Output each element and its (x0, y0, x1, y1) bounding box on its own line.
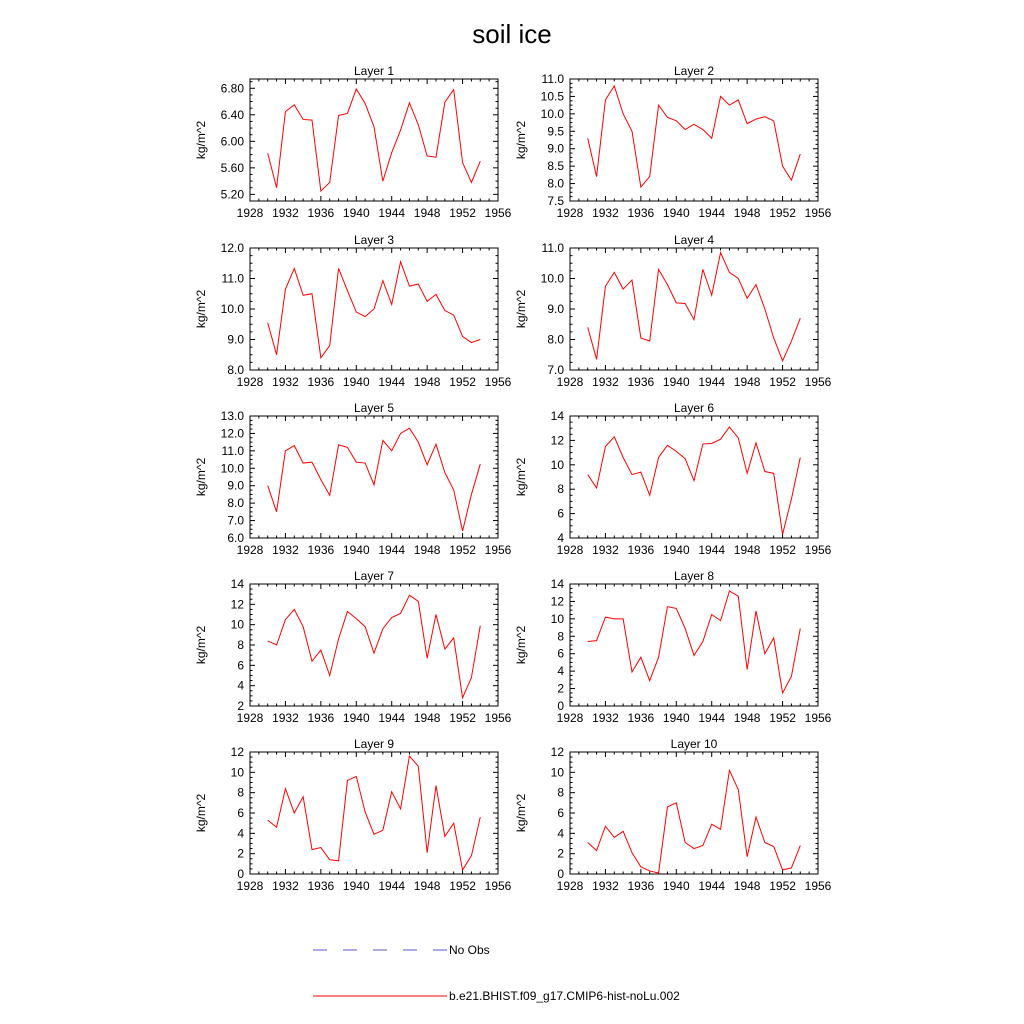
panel-layer-3 (194, 233, 512, 389)
x-tick-label: 1936 (307, 375, 335, 389)
series-line (588, 591, 801, 693)
x-tick-label: 1936 (627, 879, 655, 893)
x-tick-label: 1956 (804, 543, 832, 557)
y-tick-label: 10.0 (220, 461, 244, 476)
y-tick-label: 4 (557, 531, 564, 545)
y-axis-label: kg/m^2 (194, 289, 208, 329)
y-tick-label: 14 (550, 409, 564, 423)
x-tick-label: 1948 (733, 543, 761, 557)
y-tick-label: 9.0 (547, 141, 564, 156)
x-tick-label: 1940 (342, 543, 370, 557)
x-tick-label: 1932 (272, 206, 299, 220)
x-tick-label: 1932 (592, 543, 619, 557)
x-tick-label: 1956 (804, 879, 832, 893)
x-tick-label: 1944 (698, 375, 726, 389)
x-tick-label: 1932 (272, 543, 299, 557)
y-tick-label: 12 (550, 745, 564, 759)
y-tick-label: 12.0 (220, 426, 244, 441)
y-tick-label: 6 (557, 646, 564, 661)
plot-frame (570, 752, 818, 874)
x-tick-label: 1944 (378, 711, 406, 725)
series-line (268, 89, 481, 191)
y-tick-label: 2 (557, 846, 564, 861)
panel-title: Layer 5 (353, 401, 395, 415)
y-tick-label: 4 (237, 826, 244, 841)
x-tick-label: 1952 (769, 375, 796, 389)
legend (313, 943, 680, 1003)
y-tick-label: 8 (557, 629, 564, 644)
y-tick-label: 10.0 (220, 302, 244, 316)
y-tick-label: 9.0 (227, 478, 244, 493)
panel-layer-10 (514, 737, 832, 893)
x-tick-label: 1940 (342, 711, 370, 725)
y-tick-label: 8.0 (547, 332, 564, 347)
y-axis-label: kg/m^2 (514, 120, 528, 160)
x-tick-label: 1936 (627, 206, 655, 220)
x-tick-label: 1940 (662, 375, 690, 389)
y-tick-label: 6 (557, 506, 564, 521)
y-tick-label: 4 (237, 678, 244, 693)
y-tick-label: 12 (550, 433, 564, 448)
x-tick-label: 1940 (342, 375, 370, 389)
plot-frame (570, 248, 818, 370)
plot-frame (250, 416, 498, 538)
panel-layer-4 (514, 233, 832, 389)
panel-title: Layer 1 (353, 64, 395, 78)
x-tick-label: 1952 (449, 711, 476, 725)
y-tick-label: 10 (550, 611, 564, 626)
x-tick-label: 1928 (556, 543, 584, 557)
y-tick-label: 6.0 (227, 531, 244, 545)
y-tick-label: 10.0 (540, 271, 564, 286)
y-tick-label: 5.20 (220, 187, 244, 202)
y-tick-label: 7.5 (547, 194, 564, 208)
series-line (588, 86, 801, 187)
panel-layer-2 (514, 64, 832, 220)
x-tick-label: 1940 (342, 206, 370, 220)
y-tick-label: 14 (230, 577, 244, 591)
x-tick-label: 1944 (698, 711, 726, 725)
x-tick-label: 1956 (484, 206, 512, 220)
y-tick-label: 5.60 (220, 160, 244, 175)
y-tick-label: 2 (237, 846, 244, 861)
y-tick-label: 7.0 (227, 513, 244, 528)
legend-label-model: b.e21.BHIST.f09_g17.CMIP6-hist-noLu.002 (449, 989, 680, 1003)
x-tick-label: 1932 (592, 375, 619, 389)
x-tick-label: 1932 (272, 375, 299, 389)
panel-layer-5 (194, 401, 512, 557)
x-tick-label: 1956 (484, 879, 512, 893)
x-tick-label: 1936 (627, 375, 655, 389)
x-tick-label: 1948 (733, 711, 761, 725)
y-tick-label: 13.0 (220, 409, 244, 423)
y-axis-label: kg/m^2 (514, 457, 528, 497)
x-tick-label: 1936 (627, 711, 655, 725)
x-tick-label: 1956 (484, 711, 512, 725)
panel-title: Layer 10 (670, 737, 718, 751)
y-tick-label: 10 (230, 765, 244, 780)
y-tick-label: 4 (557, 826, 564, 841)
y-tick-label: 6.80 (220, 81, 244, 96)
panel-title: Layer 8 (673, 569, 715, 583)
x-tick-label: 1948 (413, 543, 441, 557)
y-tick-label: 8 (557, 785, 564, 800)
x-tick-label: 1928 (556, 879, 584, 893)
y-tick-label: 10.5 (540, 89, 564, 104)
y-axis-label: kg/m^2 (194, 793, 208, 833)
y-tick-label: 2 (237, 699, 244, 713)
panel-title: Layer 2 (673, 64, 715, 78)
x-tick-label: 1932 (272, 711, 299, 725)
legend-label-no-obs: No Obs (449, 943, 490, 957)
y-tick-label: 8.5 (547, 159, 564, 174)
series-line (268, 756, 481, 870)
series-line (588, 770, 801, 873)
x-tick-label: 1948 (413, 879, 441, 893)
x-tick-label: 1952 (449, 879, 476, 893)
panel-title: Layer 6 (673, 401, 715, 415)
y-tick-label: 8 (557, 482, 564, 497)
y-axis-label: kg/m^2 (194, 457, 208, 497)
y-tick-label: 0 (557, 699, 564, 713)
y-tick-label: 4 (557, 664, 564, 679)
y-tick-label: 11.0 (221, 443, 244, 458)
x-tick-label: 1928 (556, 206, 584, 220)
x-tick-label: 1952 (769, 879, 796, 893)
x-tick-label: 1932 (272, 879, 299, 893)
x-tick-label: 1948 (413, 711, 441, 725)
x-tick-label: 1936 (307, 543, 335, 557)
x-tick-label: 1944 (698, 543, 726, 557)
y-tick-label: 11.0 (541, 72, 564, 86)
x-tick-label: 1940 (662, 543, 690, 557)
y-tick-label: 8.0 (547, 176, 564, 191)
y-tick-label: 7.0 (547, 363, 564, 377)
x-tick-label: 1928 (236, 206, 264, 220)
y-tick-label: 10 (550, 457, 564, 472)
x-tick-label: 1956 (804, 206, 832, 220)
plot-frame (250, 79, 498, 201)
x-tick-label: 1928 (556, 375, 584, 389)
main-title: soil ice (472, 19, 552, 49)
x-tick-label: 1940 (662, 711, 690, 725)
x-tick-label: 1956 (804, 711, 832, 725)
x-tick-label: 1928 (236, 879, 264, 893)
x-tick-label: 1940 (662, 206, 690, 220)
y-tick-label: 12 (230, 597, 244, 612)
x-tick-label: 1948 (413, 375, 441, 389)
panel-title: Layer 9 (353, 737, 395, 751)
y-tick-label: 6.40 (220, 107, 244, 122)
y-tick-label: 11.0 (221, 271, 244, 286)
x-tick-label: 1956 (804, 375, 832, 389)
y-tick-label: 6 (557, 806, 564, 820)
y-tick-label: 11.0 (541, 241, 564, 255)
series-line (588, 427, 801, 534)
x-tick-label: 1952 (769, 543, 796, 557)
panel-layer-1 (194, 64, 512, 220)
y-tick-label: 6.00 (220, 134, 244, 149)
x-tick-label: 1940 (662, 879, 690, 893)
y-tick-label: 10.0 (540, 106, 564, 121)
y-tick-label: 8 (237, 638, 244, 652)
y-axis-label: kg/m^2 (514, 289, 528, 329)
y-tick-label: 0 (237, 867, 244, 881)
y-tick-label: 6 (237, 658, 244, 673)
y-tick-label: 12 (550, 594, 564, 609)
x-tick-label: 1936 (307, 711, 335, 725)
x-tick-label: 1952 (449, 206, 476, 220)
series-line (268, 428, 481, 531)
y-tick-label: 0 (557, 867, 564, 881)
series-line (268, 595, 481, 698)
panel-layer-6 (514, 401, 832, 557)
plot-frame (250, 752, 498, 874)
x-tick-label: 1944 (378, 543, 406, 557)
x-tick-label: 1948 (733, 375, 761, 389)
y-tick-label: 9.5 (547, 124, 564, 139)
plot-frame (570, 584, 818, 706)
x-tick-label: 1940 (342, 879, 370, 893)
x-tick-label: 1928 (556, 711, 584, 725)
x-tick-label: 1944 (378, 206, 406, 220)
y-tick-label: 2 (557, 681, 564, 696)
y-tick-label: 10 (230, 617, 244, 632)
panel-layer-9 (194, 737, 512, 893)
x-tick-label: 1952 (769, 206, 796, 220)
y-tick-label: 8 (237, 785, 244, 800)
x-tick-label: 1928 (236, 711, 264, 725)
panel-layer-7 (194, 569, 512, 725)
x-tick-label: 1948 (733, 879, 761, 893)
y-tick-label: 9.0 (547, 302, 564, 316)
x-tick-label: 1932 (592, 879, 619, 893)
x-tick-label: 1952 (449, 375, 476, 389)
y-tick-label: 8.0 (227, 496, 244, 511)
y-tick-label: 12 (230, 745, 244, 759)
x-tick-label: 1928 (236, 543, 264, 557)
series-line (268, 262, 481, 358)
y-tick-label: 12.0 (220, 241, 244, 255)
x-tick-label: 1952 (769, 711, 796, 725)
y-tick-label: 8.0 (227, 363, 244, 377)
y-tick-label: 14 (550, 577, 564, 591)
panel-layer-8 (514, 569, 832, 725)
y-tick-label: 10 (550, 765, 564, 780)
x-tick-label: 1944 (698, 879, 726, 893)
y-axis-label: kg/m^2 (194, 625, 208, 665)
x-tick-label: 1932 (592, 711, 619, 725)
panel-title: Layer 3 (353, 233, 395, 247)
x-tick-label: 1948 (413, 206, 441, 220)
x-tick-label: 1944 (378, 879, 406, 893)
x-tick-label: 1956 (484, 375, 512, 389)
x-tick-label: 1936 (307, 206, 335, 220)
x-tick-label: 1956 (484, 543, 512, 557)
x-tick-label: 1936 (307, 879, 335, 893)
x-tick-label: 1928 (236, 375, 264, 389)
panel-title: Layer 7 (353, 569, 395, 583)
x-tick-label: 1952 (449, 543, 476, 557)
x-tick-label: 1936 (627, 543, 655, 557)
y-axis-label: kg/m^2 (514, 793, 528, 833)
y-axis-label: kg/m^2 (514, 625, 528, 665)
y-tick-label: 9.0 (227, 332, 244, 347)
panel-title: Layer 4 (673, 233, 715, 247)
x-tick-label: 1932 (592, 206, 619, 220)
x-tick-label: 1944 (698, 206, 726, 220)
x-tick-label: 1944 (378, 375, 406, 389)
x-tick-label: 1948 (733, 206, 761, 220)
y-tick-label: 6 (237, 806, 244, 820)
series-line (588, 253, 801, 361)
chart-panels (194, 64, 832, 893)
y-axis-label: kg/m^2 (194, 120, 208, 160)
